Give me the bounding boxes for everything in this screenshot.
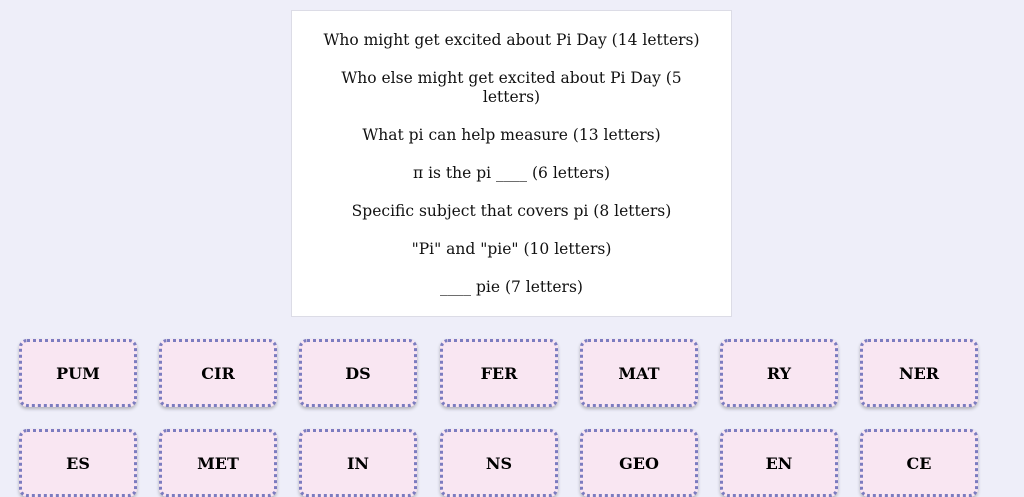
letter-tile[interactable]: GEO bbox=[580, 429, 698, 497]
clue: Who else might get excited about Pi Day (5 letters) bbox=[341, 69, 682, 106]
clue: "Pi" and "pie" (10 letters) bbox=[411, 240, 612, 258]
letter-tile[interactable]: CE bbox=[860, 429, 978, 497]
letter-tile[interactable]: CIR bbox=[159, 339, 277, 407]
clue: π is the pi ____ (6 letters) bbox=[412, 164, 610, 182]
letter-tile[interactable]: MAT bbox=[580, 339, 698, 407]
clue: ____ pie (7 letters) bbox=[440, 278, 583, 296]
letter-tile[interactable]: RY bbox=[720, 339, 838, 407]
letter-tile[interactable]: IN bbox=[299, 429, 417, 497]
letter-tile[interactable]: MET bbox=[159, 429, 277, 497]
letter-tile[interactable]: NER bbox=[860, 339, 978, 407]
clue: Who might get excited about Pi Day (14 letters) bbox=[323, 31, 700, 49]
letter-tile[interactable]: NS bbox=[440, 429, 558, 497]
clue-list bbox=[291, 10, 732, 317]
clue: What pi can help measure (13 letters) bbox=[362, 126, 661, 144]
letter-tile[interactable]: ES bbox=[19, 429, 137, 497]
letter-tile[interactable]: DS bbox=[299, 339, 417, 407]
letter-tile[interactable]: PUM bbox=[19, 339, 137, 407]
letter-tile[interactable]: FER bbox=[440, 339, 558, 407]
letter-tile[interactable]: EN bbox=[720, 429, 838, 497]
clue: Specific subject that covers pi (8 letters) bbox=[351, 202, 672, 220]
